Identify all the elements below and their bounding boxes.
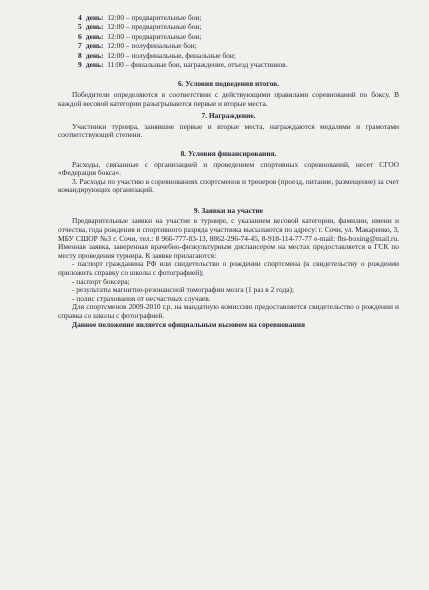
- section-paragraph: Расходы, связанные с организацией и проведением спортивных соревнований, несет СГОО «Федерация бокса».: [58, 159, 399, 178]
- section-heading: 6. Условия подведения итогов.: [177, 79, 280, 89]
- day-number: 6: [78, 31, 82, 41]
- day-word: день:: [85, 50, 104, 60]
- section-heading: 7. Награждение.: [201, 111, 256, 121]
- official-call-statement: Данное положение является официальным вызовом на соревнования: [72, 319, 305, 329]
- schedule-text: 12:00 – полуфинальные, финальные бои;: [107, 50, 236, 60]
- day-number: 9: [78, 59, 82, 69]
- section-heading: 9. Заявки на участие: [193, 205, 264, 215]
- schedule-text: 12:00 – предварительные бои;: [107, 22, 202, 32]
- day-number: 8: [78, 50, 82, 60]
- day-number: 4: [78, 13, 82, 22]
- requirement-item: - полис страхования от несчастных случаев.: [72, 293, 211, 303]
- section-applications: [58, 207, 399, 329]
- requirement-item: - результаты магнитно-резонансной томографии мозга (1 раз в 2 года);: [72, 285, 295, 295]
- section-heading: 8. Условия финансирования.: [180, 148, 277, 158]
- day-word: день:: [85, 31, 104, 41]
- schedule-text: 11:00 – финальные бои, награждение, отъезд участников.: [107, 59, 288, 69]
- requirement-item: - паспорт гражданина РФ или свидетельство о рождении спортсмена (к свидетельству о рождении приложить справку со школы с фотографией);: [58, 259, 399, 278]
- day-word: день:: [85, 13, 104, 22]
- section-awards: [58, 112, 399, 140]
- section-results: [58, 80, 399, 108]
- section-paragraph: Для спортсменов 2009-2010 г.р. на мандатную комиссию предоставляется свидетельство о рождении и справка со школы с фотографией.: [58, 302, 399, 320]
- requirement-item: - паспорт боксера;: [72, 276, 130, 286]
- schedule-text: 12:00 – полуфинальные бои;: [107, 41, 197, 51]
- schedule-row: [78, 61, 399, 70]
- section-paragraph: 3. Расходы по участию в соревнованиях спортсменов и тренеров (проезд, питание, размещение) за счет командирующих организаций.: [58, 176, 399, 195]
- section-paragraph: Участники турнира, занявшие первые и вторые места, награждаются медалями и грамотами соответствующей степени.: [58, 121, 399, 140]
- day-number: 7: [78, 41, 82, 51]
- section-financing: [58, 150, 399, 195]
- section-paragraph: Победители определяются в соответствии с действующими правилами соревнований по боксу. В каждой весовой категории разыгрываются первые и вторые места.: [58, 89, 399, 108]
- section-paragraph: Предварительные заявки на участие в турнире, с указанием весовой категории, фамилии, имени и отчества, года рождения и спортивного разряда участника высылаются по адресу: г. Сочи, ул. Макаренко, 3, МБУ СШОР №3 г. Сочи, тел.: 8 966-777-83-13, 8862-296-74-45, 8-918-114-77-77 e-mail: fbs-boxing@mail.ru. Именная заявка, заверенная врачебно-физкультурным диспансером на местах предоставляется в ГСК по месту проведения турнира. К заявке прилагаются:: [58, 216, 399, 260]
- schedule-text: 12:00 – предварительные бои;: [107, 31, 202, 41]
- day-number: 5: [78, 22, 82, 32]
- day-word: день:: [85, 59, 104, 69]
- schedule-text: 12:00 – предварительные бои;: [107, 13, 202, 22]
- schedule-list: [78, 14, 399, 70]
- day-word: день:: [85, 22, 104, 32]
- day-word: день:: [85, 41, 104, 51]
